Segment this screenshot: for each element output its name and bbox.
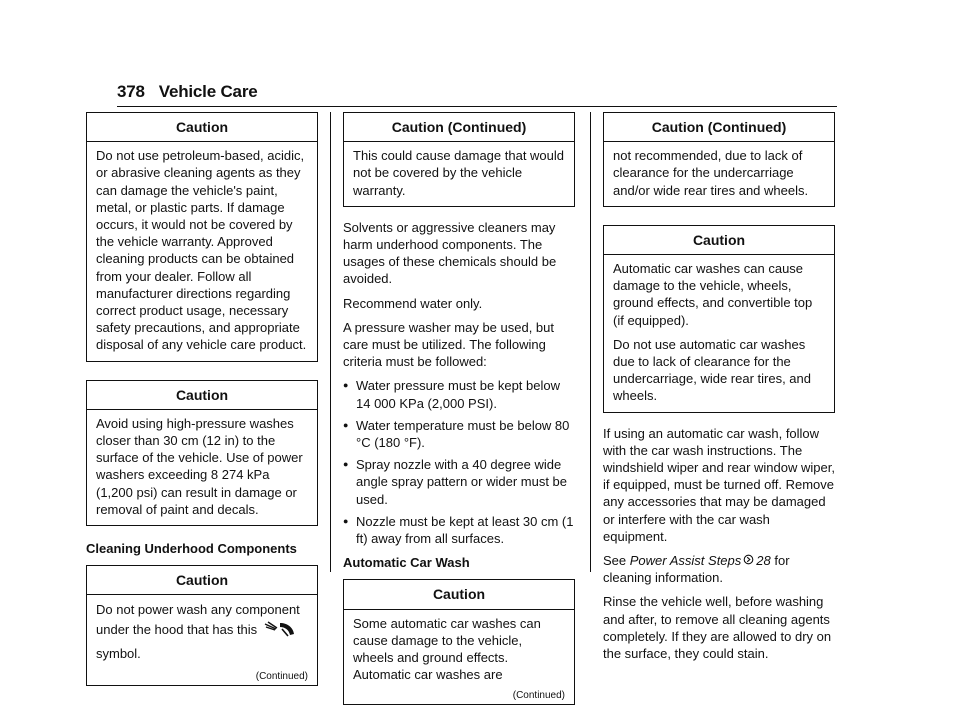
paragraph-see-reference [603,552,835,586]
caution-text: Some automatic car washes can cause damage to the vehicle, wheels and ground effects. Automatic car washes are [353,615,541,683]
header-rule [117,106,837,107]
caution-text [96,600,308,664]
caution-rule [604,254,834,255]
bullet-item: ● Water pressure must be kept below 14 000 KPa (2,000 PSI). [343,377,575,411]
column-separator [590,112,591,572]
paragraph: Rinse the vehicle well, before washing and after, to remove all cleaning agents completely. If they are allowed to dry on the surface, they could stain. [603,594,832,662]
paragraph: A pressure washer may be used, but care must be utilized. The following criteria must be followed: [343,319,555,370]
caution-rule [87,594,317,595]
caution-text: Avoid using high-pressure washes closer than 30 cm (12 in) to the surface of the vehicle. Use of power washers exceeding 8 274 kPa (1,200 psi) can result in damage or removal of paint and decals. [96,415,303,517]
continued-label: (Continued) [512,690,565,702]
header-text [117,82,837,102]
no-power-wash-symbol-icon [263,620,297,644]
caution-title: Caution [175,572,229,589]
paragraph: If using an automatic car wash, follow with the car wash instructions. The windshield wiper and rear window wiper, if equipped, must be turned off. Remove any accessories that may be damaged or interfere with the car wash equipment. [603,425,835,544]
caution-box [86,380,318,526]
page-number: 378 [117,82,145,101]
caution-rule [87,141,317,142]
caution-title: Caution [175,119,229,135]
caution-rule [344,141,574,142]
column-1 [86,112,318,704]
bullet-item: ● Water temperature must be below 80 °C (180 °F). [343,417,575,451]
see-text: See [603,553,627,569]
caution-box [343,579,575,705]
column-3 [603,112,835,669]
column-2 [343,112,575,723]
caution-text: not recommended, due to lack of clearance for the undercarriage and/or wide rear tires and wheels. [613,148,809,198]
caution-text: Automatic car washes can cause damage to the vehicle, wheels, ground effects, and convertible top (if equipped). [613,261,813,328]
bullet-item: ● Spray nozzle with a 40 degree wide angle spray pattern or wider must be used. [343,456,575,508]
continued-label: (Continued) [255,671,308,683]
cross-reference-link[interactable]: Power Assist Steps [629,553,742,569]
subheading: Cleaning Underhood Components [86,541,297,557]
subheading: Automatic Car Wash [343,555,470,571]
page-header [117,82,837,102]
column-separator [330,112,331,572]
caution-box [603,112,835,207]
reference-rest-text: for cleaning information. [603,553,790,586]
bullet-list [343,377,575,547]
page-reference-icon [743,552,754,569]
caution-box [603,225,835,413]
caution-box [86,112,318,362]
caution-text-after-symbol: symbol. [96,646,141,662]
caution-title: Caution (Continued) [651,119,787,135]
section-title: Vehicle Care [158,82,258,101]
caution-title: Caution [692,231,746,248]
bullet-item: ● Nozzle must be kept at least 30 cm (1 ft) away from all surfaces. [343,513,575,547]
caution-text: Do not use automatic car washes due to lack of clearance for the undercarriage, wide rear tires, and wheels. [613,336,811,404]
caution-title: Caution [432,586,486,603]
caution-rule [344,609,574,610]
caution-title: Caution [175,386,229,403]
caution-box [86,565,318,686]
reference-page-number[interactable]: 28 [756,553,771,569]
caution-title: Caution (Continued) [391,119,527,135]
paragraph: Solvents or aggressive cleaners may harm underhood components. The usages of these chemicals should be avoided. [343,219,557,287]
caution-text: This could cause damage that would not be covered by the vehicle warranty. [353,148,565,198]
caution-rule [87,409,317,410]
caution-text: Do not use petroleum-based, acidic, or abrasive cleaning agents as they can damage the vehicle's paint, metal, or plastic parts. If damage occurs, it would not be covered by the vehicle warranty. Approved cleaning products can be obtained from your dealer. Follow all manufacturer directions regarding correct product usage, necessary safety precautions, and appropriate disposal of any vehicle care product. [96,148,307,353]
caution-text-before-symbol: Do not power wash any component under the hood that has this [96,602,300,638]
caution-box [343,112,575,207]
paragraph: Recommend water only. [343,295,483,311]
caution-rule [604,141,834,142]
